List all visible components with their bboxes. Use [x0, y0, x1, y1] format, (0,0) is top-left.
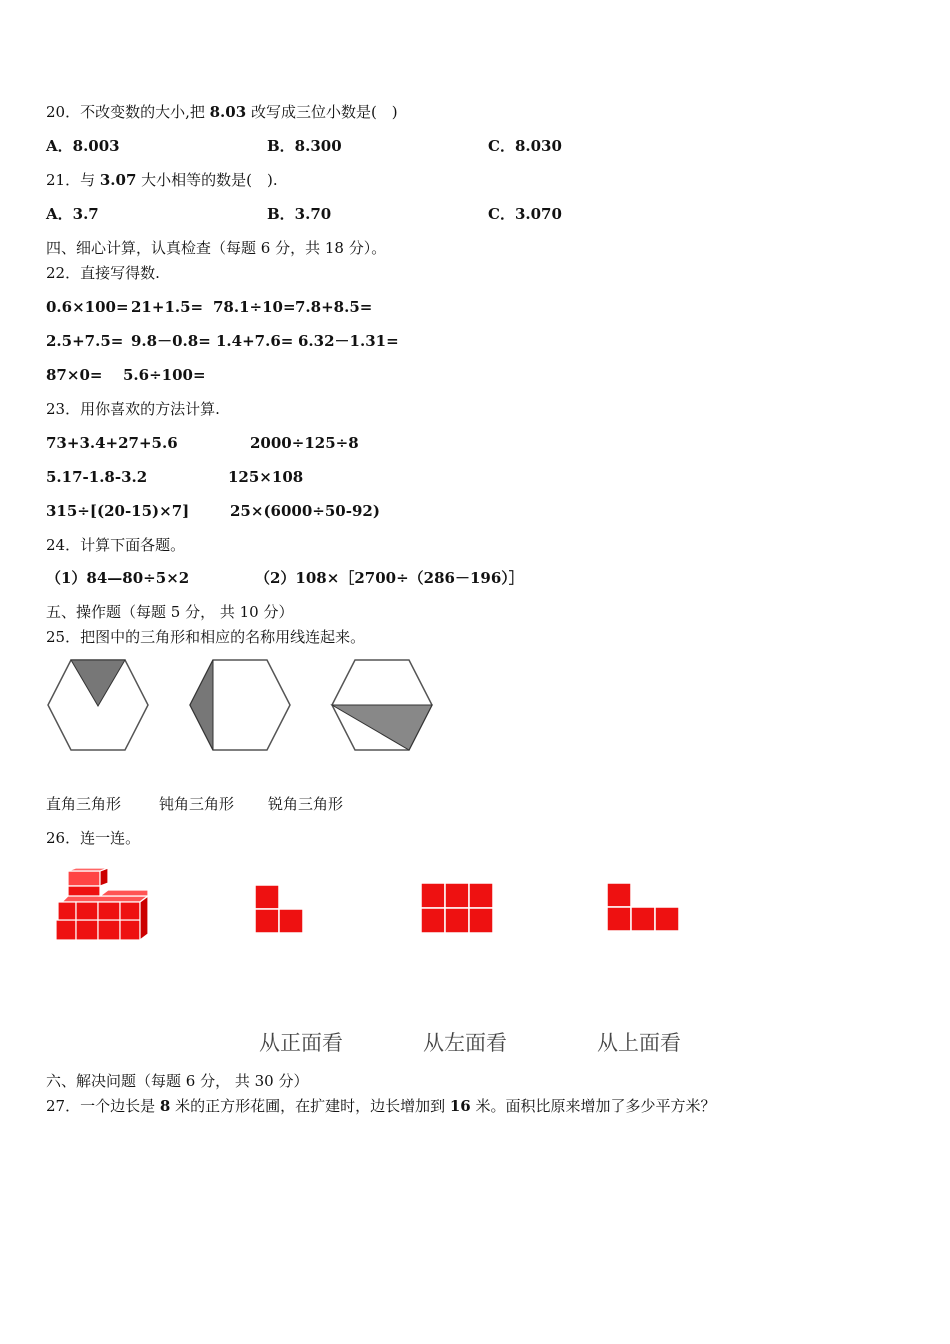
- q23-expr: 2000÷125÷8: [250, 434, 359, 452]
- triangle-name-obtuse: 钝角三角形: [159, 795, 235, 813]
- q27-text-1: 27．一个边长是: [46, 1097, 160, 1115]
- q25-stem: 25．把图中的三角形和相应的名称用线连起来。: [46, 628, 366, 646]
- q23-stem: 23．用你喜欢的方法计算.: [46, 400, 220, 418]
- view-shape-l-long: [606, 882, 680, 934]
- q27-stem: [46, 1096, 716, 1116]
- section-6-title: 六、解决问题（每题 6 分， 共 30 分）: [46, 1072, 309, 1090]
- q20-stem-suffix: 改写成三位小数是( ): [246, 103, 398, 121]
- q21-option-b: B．3.70: [267, 205, 332, 223]
- view-label-top: 从上面看: [597, 1031, 681, 1055]
- triangle-name-acute: 锐角三角形: [268, 795, 344, 813]
- q22-expr: 1.4+7.6=: [216, 332, 294, 350]
- q22-stem: 22．直接写得数.: [46, 264, 160, 282]
- view-label-front: 从正面看: [259, 1031, 343, 1055]
- q26-stem: 26．连一连。: [46, 829, 141, 847]
- q20-stem-number: 8.03: [209, 103, 247, 121]
- view-label-left: 从左面看: [423, 1031, 507, 1055]
- q23-expr: 125×108: [228, 468, 304, 486]
- q23-expr: 315÷[(20-15)×7]: [46, 502, 190, 520]
- q21-option-a: A．3.7: [46, 205, 99, 223]
- hexagon-figure-2: [188, 658, 292, 752]
- q22-expr: 2.5+7.5=: [46, 332, 124, 350]
- q27-number-1: 8: [159, 1097, 171, 1115]
- q22-expr: 9.8－0.8=: [131, 332, 211, 350]
- q20-option-b: B．8.300: [267, 137, 342, 155]
- section-4-title: 四、细心计算，认真检查（每题 6 分，共 18 分）。: [46, 239, 387, 257]
- q22-expr: 6.32－1.31=: [298, 332, 399, 350]
- q27-text-3: 米。面积比原来增加了多少平方米？: [470, 1097, 716, 1115]
- q24-stem: 24．计算下面各题。: [46, 536, 186, 554]
- triangle-name-right: 直角三角形: [46, 795, 122, 813]
- view-shape-rectangle: [420, 882, 494, 934]
- q20-option-c: C．8.030: [488, 137, 562, 155]
- q22-expr: 0.6×100=: [46, 298, 129, 316]
- q23-expr: 5.17-1.8-3.2: [46, 468, 148, 486]
- q21-option-c: C．3.070: [488, 205, 562, 223]
- q27-text-2: 米的正方形花圃，在扩建时，边长增加到: [170, 1097, 450, 1115]
- q21-stem-prefix: 21．与: [46, 171, 100, 189]
- q22-expr: 5.6÷100=: [123, 366, 206, 384]
- q24-item-1: （1）84—80÷5×2: [46, 569, 190, 587]
- q22-expr: 78.1÷10=: [213, 298, 296, 316]
- q20-stem: [46, 102, 398, 122]
- q20-stem-prefix: 20．不改变数的大小,把: [46, 103, 210, 121]
- q23-expr: 73+3.4+27+5.6: [46, 434, 178, 452]
- hexagon-figure-1: [46, 658, 150, 752]
- q22-expr: 87×0=: [46, 366, 103, 384]
- q24-item-2: （2）108×［2700÷（286－196）］: [255, 569, 524, 587]
- q22-expr: 21+1.5=: [131, 298, 204, 316]
- right-triangle-shaded: [190, 660, 213, 750]
- q21-stem-number: 3.07: [99, 171, 137, 189]
- q20-option-a: A．8.003: [46, 137, 120, 155]
- hexagon-figure-3: [330, 658, 434, 752]
- q21-stem: [46, 170, 278, 190]
- q21-stem-suffix: 大小相等的数是( ).: [136, 171, 278, 189]
- q27-number-2: 16: [449, 1097, 471, 1115]
- q22-expr: 7.8+8.5=: [295, 298, 373, 316]
- view-shape-l-small: [254, 884, 306, 936]
- cube-stack-3d: [52, 868, 152, 944]
- q23-expr: 25×(6000÷50-92): [230, 502, 380, 520]
- section-5-title: 五、操作题（每题 5 分， 共 10 分）: [46, 603, 294, 621]
